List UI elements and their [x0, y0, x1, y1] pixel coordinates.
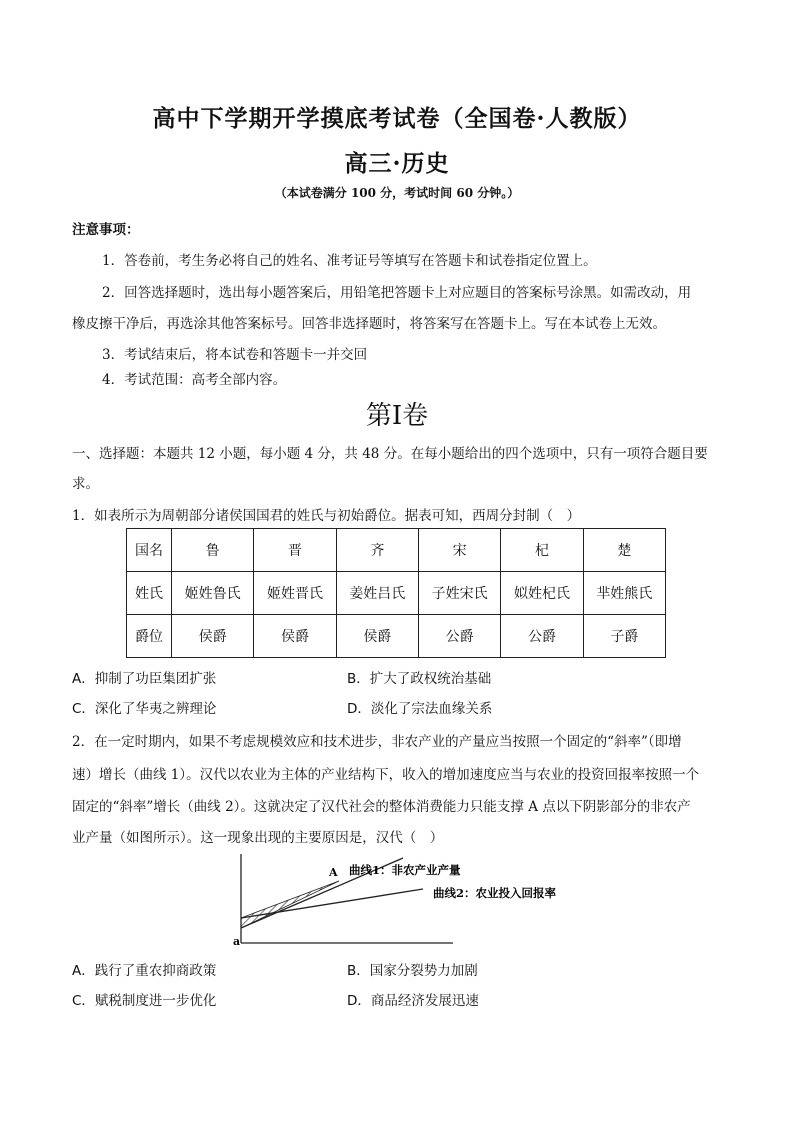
table-cell: 姬姓鲁氏 — [172, 572, 254, 615]
q1-table — [126, 528, 666, 658]
q2-figure — [225, 850, 575, 950]
q2-option-b: B．国家分裂势力加剧 — [347, 963, 478, 979]
curve-2-label: 曲线2：农业投入回报率 — [433, 886, 557, 900]
q2-stem-line-2: 速）增长（曲线 1）。汉代以农业为主体的产业结构下，收入的增加速度应当与农业的投资回报率按照一个 — [72, 767, 700, 783]
table-cell: 楚 — [583, 529, 665, 572]
section-title: 第Ⅰ卷 — [365, 401, 429, 431]
table-cell: 爵位 — [127, 615, 172, 658]
q1-option-c: C．深化了华夷之辨理论 — [72, 701, 217, 717]
table-cell: 侯爵 — [172, 615, 254, 658]
notice-heading: 注意事项： — [72, 222, 140, 238]
table-cell: 姒姓杞氏 — [501, 572, 583, 615]
table-cell: 芈姓熊氏 — [583, 572, 665, 615]
table-cell: 鲁 — [172, 529, 254, 572]
exam-subtitle: 高三·历史 — [344, 150, 450, 177]
point-a-label: A — [329, 866, 338, 879]
table-cell: 子爵 — [583, 615, 665, 658]
curve-1-label: 曲线1：非农产业产量 — [349, 863, 461, 877]
table-cell: 姓氏 — [127, 572, 172, 615]
origin-label: a — [233, 935, 241, 948]
section-intro-line-2: 求。 — [72, 476, 99, 492]
table-cell: 晋 — [254, 529, 336, 572]
notice-item-2-line-1: 2．回答选择题时，选出每小题答案后，用铅笔把答题卡上对应题目的答案标号涂黑。如需改动，用 — [102, 285, 692, 301]
table-cell: 宋 — [418, 529, 500, 572]
q1-option-a: A．抑制了功臣集团扩张 — [72, 671, 217, 687]
q2-stem-line-4: 业产量（如图所示）。这一现象出现的主要原因是，汉代（ ） — [72, 830, 444, 846]
table-cell: 侯爵 — [336, 615, 418, 658]
q2-option-d: D．商品经济发展迅速 — [347, 993, 479, 1009]
q1-option-d: D．淡化了宗法血缘关系 — [347, 701, 493, 717]
curve-2-line — [241, 889, 423, 918]
q2-option-c: C．赋税制度进一步优化 — [72, 993, 217, 1009]
table-cell: 公爵 — [501, 615, 583, 658]
table-cell: 杞 — [501, 529, 583, 572]
q2-stem-line-3: 固定的“斜率”增长（曲线 2）。这就决定了汉代社会的整体消费能力只能支撑 A 点以下阴影部分的非农产 — [72, 799, 691, 815]
table-cell: 姬姓晋氏 — [254, 572, 336, 615]
table-row — [127, 615, 666, 658]
score-note: （本试卷满分 100 分，考试时间 60 分钟。） — [274, 186, 520, 200]
q2-option-a: A．践行了重农抑商政策 — [72, 963, 217, 979]
table-row — [127, 572, 666, 615]
table-row — [127, 529, 666, 572]
table-cell: 齐 — [336, 529, 418, 572]
q1-stem: 1．如表所示为周朝部分诸侯国国君的姓氏与初始爵位。据表可知，西周分封制（ ） — [72, 508, 581, 524]
section-intro-line-1: 一、选择题：本题共 12 小题，每小题 4 分，共 48 分。在每小题给出的四个选项中，只有一项符合题目要 — [72, 446, 708, 462]
notice-item-1: 1．答卷前，考生务必将自己的姓名、准考证号等填写在答题卡和试卷指定位置上。 — [102, 253, 597, 269]
notice-item-3: 3．考试结束后，将本试卷和答题卡一并交回 — [102, 347, 368, 363]
table-cell: 国名 — [127, 529, 172, 572]
table-cell: 子姓宋氏 — [418, 572, 500, 615]
q1-option-b: B．扩大了政权统治基础 — [347, 671, 492, 687]
table-cell: 公爵 — [418, 615, 500, 658]
notice-item-4: 4．考试范围：高考全部内容。 — [102, 372, 287, 388]
exam-title: 高中下学期开学摸底考试卷（全国卷·人教版） — [152, 105, 642, 132]
notice-item-2-line-2: 橡皮擦干净后，再选涂其他答案标号。回答非选择题时，将答案写在答题卡上。写在本试卷上无效。 — [72, 316, 666, 332]
q2-stem-line-1: 2．在一定时期内，如果不考虑规模效应和技术进步，非农产业的产量应当按照一个固定的“斜率”（即增 — [72, 734, 682, 750]
table-cell: 侯爵 — [254, 615, 336, 658]
table-cell: 姜姓吕氏 — [336, 572, 418, 615]
